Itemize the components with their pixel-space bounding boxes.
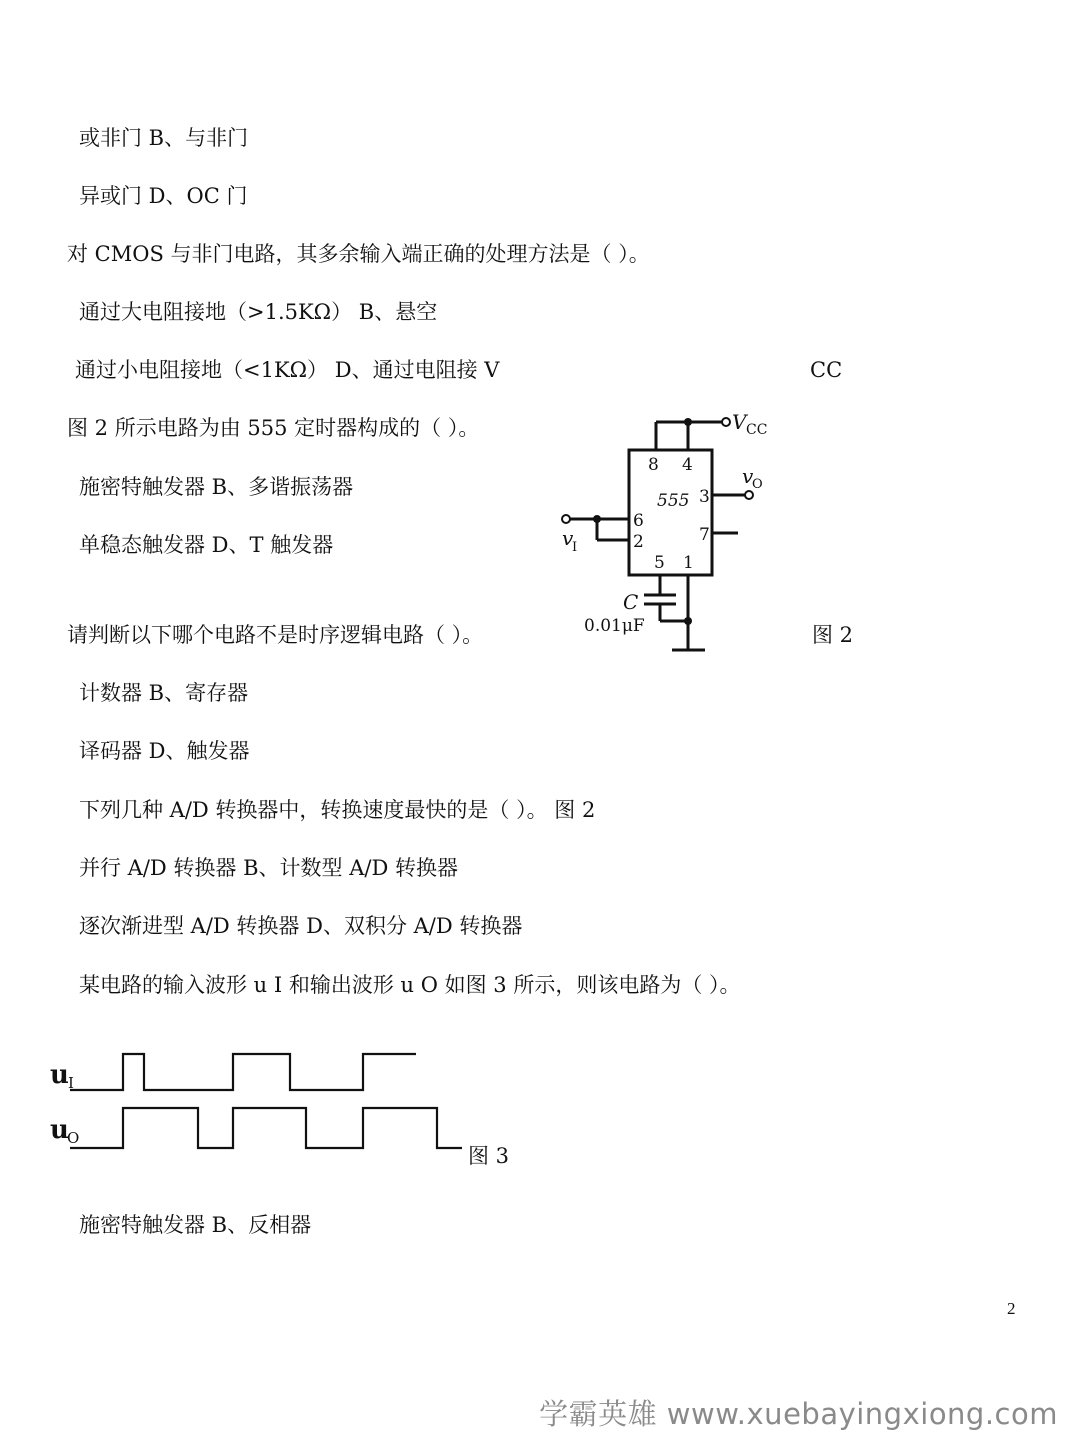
capacitor-value: 0.01μF	[584, 616, 645, 636]
option-line-2: 异或门 D、OC 门	[79, 184, 248, 208]
figure3-caption: 图 3	[468, 1144, 510, 1168]
pin-8: 8	[648, 455, 659, 475]
option-line-10: 逐次渐进型 A/D 转换器 D、双积分 A/D 转换器	[79, 914, 523, 938]
option-line-4: 通过小电阻接地（<1KΩ） D、通过电阻接 V	[75, 358, 500, 382]
vcc-subscript-text: CC	[810, 358, 843, 382]
pin-1: 1	[683, 553, 694, 573]
question-555: 图 2 所示电路为由 555 定时器构成的（ ）。	[67, 416, 480, 440]
pin-2: 2	[633, 532, 644, 552]
question-waveform: 某电路的输入波形 u I 和输出波形 u O 如图 3 所示，则该电路为（ ）。	[79, 973, 741, 997]
question-sequential: 请判断以下哪个电路不是时序逻辑电路（ ）。	[67, 623, 484, 647]
ui-label: u	[50, 1060, 69, 1090]
ui-waveform	[70, 1054, 416, 1090]
vcc-sub: CC	[746, 422, 768, 438]
question-cmos: 对 CMOS 与非门电路，其多余输入端正确的处理方法是（ ）。	[67, 242, 650, 266]
pin-3: 3	[699, 487, 710, 507]
option-line-3: 通过大电阻接地（>1.5KΩ） B、悬空	[79, 300, 438, 324]
option-line-7: 计数器 B、寄存器	[79, 681, 249, 705]
vi-label: v	[562, 526, 574, 550]
option-line-9: 并行 A/D 转换器 B、计数型 A/D 转换器	[79, 856, 458, 880]
pin-4: 4	[682, 455, 693, 475]
page-number: 2	[1007, 1299, 1016, 1318]
chip-label: 555	[657, 491, 690, 511]
vo-sub: O	[752, 477, 763, 492]
uo-waveform	[70, 1108, 462, 1148]
watermark: 学霸英雄 www.xuebayingxiong.com	[539, 1397, 1058, 1431]
option-line-6: 单稳态触发器 D、T 触发器	[79, 533, 334, 557]
option-line-5: 施密特触发器 B、多谐振荡器	[79, 475, 354, 499]
figure2-555-circuit	[550, 405, 790, 660]
vi-sub: I	[572, 540, 578, 555]
option-line-8: 译码器 D、触发器	[79, 739, 250, 763]
capacitor-label: C	[623, 590, 639, 614]
ui-sub: I	[68, 1074, 74, 1092]
pin-6: 6	[633, 511, 644, 531]
figure3-waveforms	[45, 1045, 525, 1175]
vo-label: v	[742, 464, 754, 488]
figure2-caption: 图 2	[812, 623, 854, 647]
option-line-1: 或非门 B、与非门	[79, 126, 249, 150]
question-adc: 下列几种 A/D 转换器中，转换速度最快的是（ ）。 图 2	[79, 798, 596, 822]
vcc-label: V	[732, 410, 747, 434]
uo-sub: O	[67, 1129, 80, 1147]
pin-5: 5	[654, 553, 665, 573]
option-line-11: 施密特触发器 B、反相器	[79, 1213, 312, 1237]
uo-label: u	[50, 1115, 69, 1145]
pin-7: 7	[699, 525, 710, 545]
